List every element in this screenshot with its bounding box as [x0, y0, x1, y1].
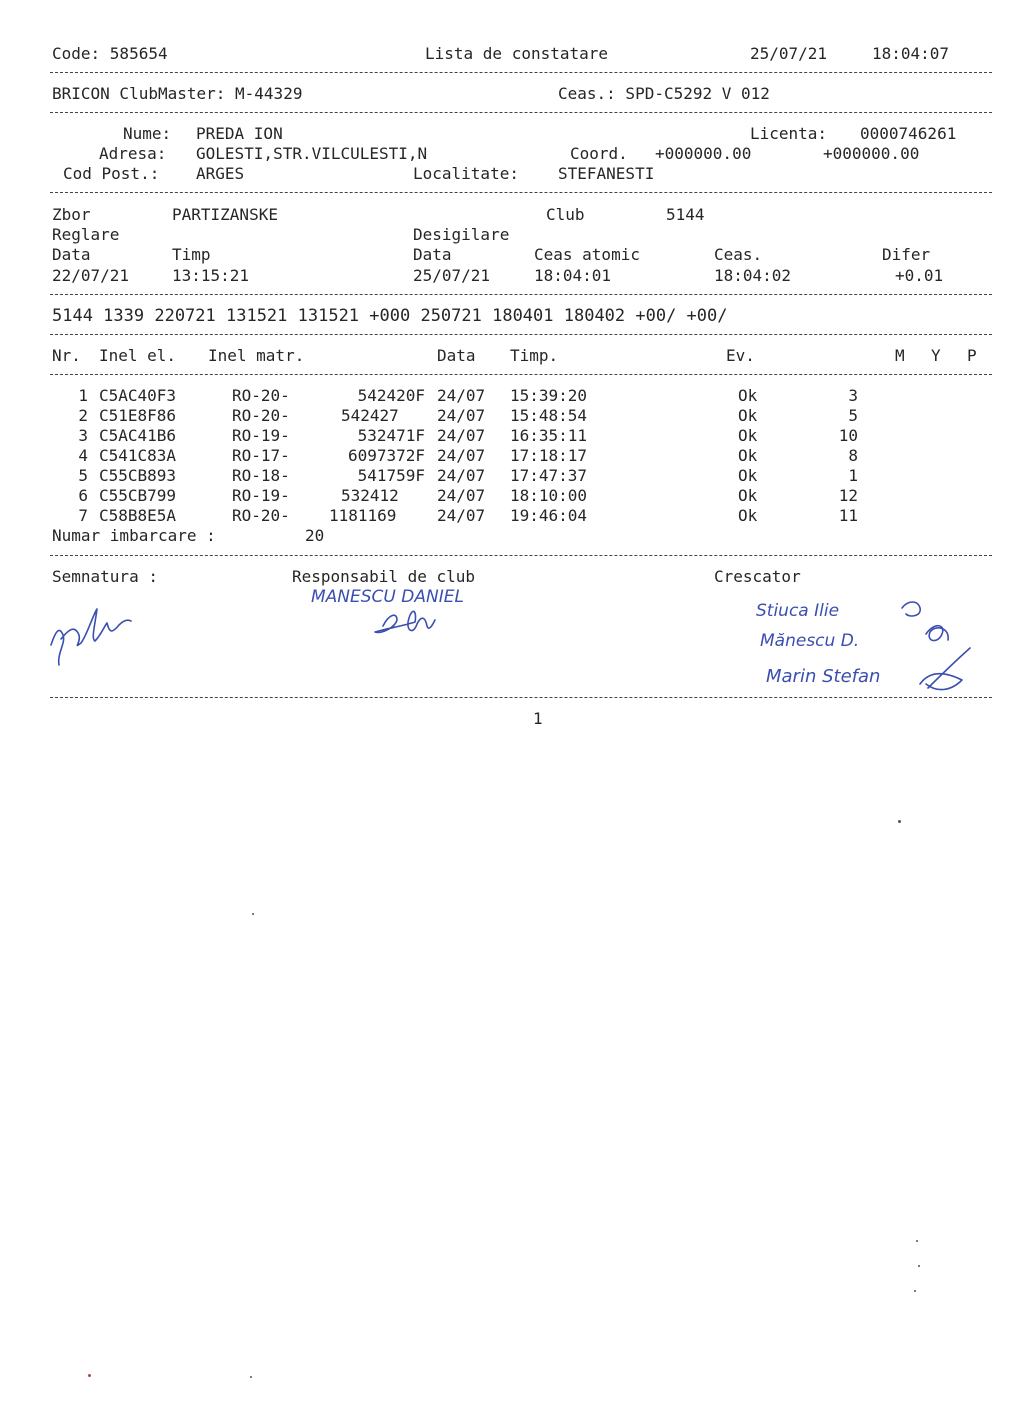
reglare-date: 22/07/21: [52, 266, 130, 285]
scan-speck: [916, 1240, 918, 1242]
row-ring-prefix: RO-17-: [232, 446, 290, 465]
row-ev: Ok: [738, 486, 758, 505]
scan-speck: [252, 913, 254, 915]
row-time: 15:48:54: [510, 406, 588, 425]
col-y: Y: [931, 346, 941, 365]
row-m: 3: [848, 386, 858, 405]
row-nr: 4: [78, 446, 88, 465]
row-ev: Ok: [738, 426, 758, 445]
club-label: Club: [546, 205, 585, 224]
col-p: P: [967, 346, 977, 365]
row-nr: 7: [78, 506, 88, 525]
row-ev: Ok: [738, 506, 758, 525]
row-m: 10: [838, 426, 858, 445]
row-ev: Ok: [738, 406, 758, 425]
clock-id: Ceas.: SPD-C5292 V 012: [558, 84, 770, 103]
semnatura-label: Semnatura :: [52, 567, 158, 586]
divider: [50, 555, 992, 556]
row-nr: 1: [78, 386, 88, 405]
row-date: 24/07: [437, 406, 486, 425]
row-m: 12: [838, 486, 858, 505]
row-time: 19:46:04: [510, 506, 588, 525]
row-ring-prefix: RO-19-: [232, 426, 290, 445]
col-data: Data: [437, 346, 476, 365]
clock-label: Ceas.: [714, 245, 763, 264]
row-m: 5: [848, 406, 858, 425]
atomic-clock-time: 18:04:01: [534, 266, 612, 285]
fancier-address: GOLESTI,STR.VILCULESTI,N: [196, 144, 428, 163]
imbarcare-label: Numar imbarcare :: [52, 526, 216, 545]
col-nr: Nr.: [52, 346, 81, 365]
clubmaster-id: BRICON ClubMaster: M-44329: [52, 84, 303, 103]
col-inel-matr: Inel matr.: [208, 346, 305, 365]
row-ring-number: 1181169: [329, 506, 397, 525]
coord-label: Coord.: [570, 144, 628, 163]
row-ring-prefix: RO-19-: [232, 486, 290, 505]
row-ring-number: 532471F: [357, 426, 425, 445]
divider: [50, 294, 992, 295]
row-date: 24/07: [437, 426, 486, 445]
row-m: 1: [848, 466, 858, 485]
atomic-clock-label: Ceas atomic: [534, 245, 640, 264]
crescator-name-3: Marin Stefan: [766, 666, 881, 687]
license-number: 0000746261: [860, 124, 957, 143]
row-date: 24/07: [437, 506, 486, 525]
postal-label: Cod Post.:: [63, 164, 160, 183]
code-line: 5144 1339 220721 131521 131521 +000 250721 180401 180402 +00/ +00/: [52, 306, 728, 326]
timp-label: Timp: [172, 245, 211, 264]
row-date: 24/07: [437, 446, 486, 465]
row-date: 24/07: [437, 466, 486, 485]
row-ring-number: 541759F: [357, 466, 425, 485]
postal-value: ARGES: [196, 164, 245, 183]
row-nr: 2: [78, 406, 88, 425]
crescator-name-2: Mănescu D.: [760, 631, 860, 651]
row-time: 17:18:17: [510, 446, 588, 465]
col-inel-el: Inel el.: [99, 346, 177, 365]
row-date: 24/07: [437, 386, 486, 405]
address-label: Adresa:: [99, 144, 167, 163]
imbarcare-count: 20: [305, 526, 325, 545]
row-time: 16:35:11: [510, 426, 588, 445]
coord-2: +000000.00: [823, 144, 920, 163]
scan-speck: [250, 1376, 252, 1378]
row-inel-el: C58B8E5A: [99, 506, 177, 525]
handwritten-crescatori: [750, 588, 990, 698]
document-title: Lista de constatare: [425, 44, 609, 63]
row-nr: 5: [78, 466, 88, 485]
responsabil-label: Responsabil de club: [292, 567, 476, 586]
row-time: 18:10:00: [510, 486, 588, 505]
coord-1: +000000.00: [655, 144, 752, 163]
scan-speck: [918, 1265, 920, 1267]
document-date: 25/07/21: [750, 44, 828, 63]
row-m: 11: [838, 506, 858, 525]
locality-value: STEFANESTI: [558, 164, 655, 183]
row-ring-number: 532412: [341, 486, 399, 505]
row-inel-el: C55CB799: [99, 486, 177, 505]
handwritten-responsabil: [305, 582, 535, 644]
scan-speck: [914, 1290, 916, 1292]
row-ring-prefix: RO-20-: [232, 506, 290, 525]
reglare-label: Reglare: [52, 225, 120, 244]
row-ring-prefix: RO-20-: [232, 386, 290, 405]
crescator-name-1: Stiuca Ilie: [756, 601, 840, 621]
row-inel-el: C51E8F86: [99, 406, 177, 425]
row-nr: 3: [78, 426, 88, 445]
divider: [50, 192, 992, 193]
responsabil-handwritten-name: MANESCU DANIEL: [311, 587, 464, 607]
club-value: 5144: [666, 205, 705, 224]
handwritten-signature-fancier: [45, 595, 145, 675]
row-nr: 6: [78, 486, 88, 505]
zbor-label: Zbor: [52, 205, 91, 224]
row-ev: Ok: [738, 386, 758, 405]
zbor-value: PARTIZANSKE: [172, 205, 278, 224]
row-ring-prefix: RO-18-: [232, 466, 290, 485]
document-time: 18:04:07: [872, 44, 950, 63]
row-time: 17:47:37: [510, 466, 588, 485]
row-date: 24/07: [437, 486, 486, 505]
crescator-label: Crescator: [714, 567, 801, 586]
desigilare-date: 25/07/21: [413, 266, 491, 285]
license-label: Licenta:: [750, 124, 828, 143]
difer-value: +0.01: [895, 266, 944, 285]
row-ring-number: 6097372F: [347, 446, 425, 465]
row-ring-number: 542420F: [357, 386, 425, 405]
desigilare-label: Desigilare: [413, 225, 510, 244]
row-time: 15:39:20: [510, 386, 588, 405]
row-ring-prefix: RO-20-: [232, 406, 290, 425]
divider: [50, 334, 992, 335]
difer-label: Difer: [882, 245, 931, 264]
divider: [50, 374, 992, 375]
col-timp: Timp.: [510, 346, 559, 365]
data-label: Data: [52, 245, 91, 264]
divider: [50, 697, 992, 698]
row-inel-el: C5AC40F3: [99, 386, 177, 405]
locality-label: Localitate:: [413, 164, 519, 183]
row-inel-el: C541C83A: [99, 446, 177, 465]
row-m: 8: [848, 446, 858, 465]
row-inel-el: C5AC41B6: [99, 426, 177, 445]
reglare-time: 13:15:21: [172, 266, 250, 285]
scan-speck: [88, 1374, 91, 1377]
row-inel-el: C55CB893: [99, 466, 177, 485]
data-label-2: Data: [413, 245, 452, 264]
name-label: Nume:: [123, 124, 172, 143]
clock-time: 18:04:02: [714, 266, 792, 285]
scan-speck: [898, 820, 901, 823]
page-number: 1: [533, 709, 543, 728]
divider: [50, 72, 992, 73]
row-ring-number: 542427: [341, 406, 399, 425]
fancier-name: PREDA ION: [196, 124, 283, 143]
divider: [50, 112, 992, 113]
col-ev: Ev.: [726, 346, 755, 365]
row-ev: Ok: [738, 446, 758, 465]
document-code: Code: 585654: [52, 44, 168, 63]
row-ev: Ok: [738, 466, 758, 485]
col-m: M: [895, 346, 905, 365]
